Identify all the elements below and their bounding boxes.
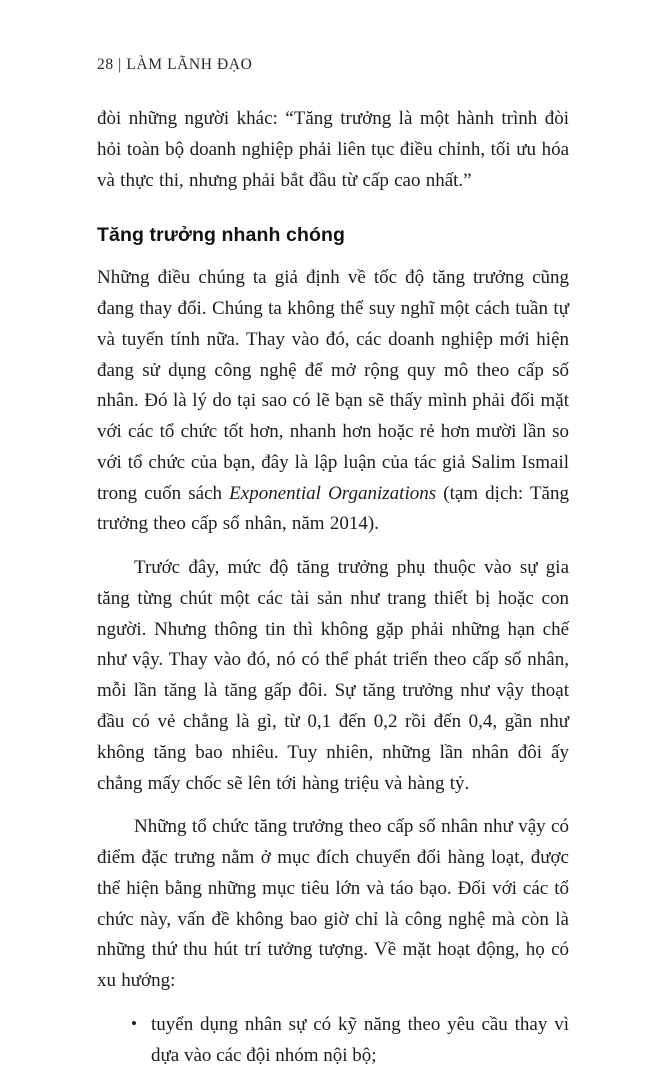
section-heading: Tăng trưởng nhanh chóng [97, 224, 346, 247]
list-item [131, 1010, 569, 1071]
paragraph-transformative-purpose: Những tổ chức tăng trưởng theo cấp số nhân như vậy có điểm đặc trưng nằm ở mục đích chuyển đổi hàng loạt, được thể hiện bằng những mục tiêu lớn và táo bạo. Đối với các tổ chức này, vấn đề không bao giờ chỉ là công nghệ mà còn là những thứ thu hút trí tưởng tượng. Về mặt hoạt động, họ có xu hướng: [97, 816, 569, 992]
paragraph-exponential-growth [97, 263, 569, 540]
bullet-text: tuyển dụng nhân sự có kỹ năng theo yêu cầu thay vì dựa vào các đội nhóm nội bộ; [151, 1013, 569, 1066]
paragraph-exponential-growth-text: Những điều chúng ta giả định về tốc độ tăng trưởng cũng đang thay đổi. Chúng ta không thể suy nghĩ một cách tuần tự và tuyến tính nữa. Thay vào đó, các doanh nghiệp mới hiện đang sử dụng công nghệ để mở rộng quy mô theo cấp số nhân. Đó là lý do tại sao có lẽ bạn sẽ thấy mình phải đối mặt với các tổ chức tốt hơn, nhanh hơn hoặc rẻ hơn mười lần so với tổ chức của bạn, đây là lập luận của tác giả Salim Ismail trong cuốn sách [97, 267, 569, 504]
paragraph-opening-quote: đòi những người khác: “Tăng trưởng là một hành trình đòi hỏi toàn bộ doanh nghiệp phải liên tục điều chỉnh, tối ưu hóa và thực thi, nhưng phải bắt đầu từ cấp cao nhất.” [97, 108, 569, 191]
bullet-list [97, 1010, 569, 1071]
paragraph-exponential-growth-tail: (tạm dịch: Tăng trưởng theo cấp số nhân, năm 2014). [97, 482, 569, 535]
bullet-marker: • [131, 1013, 137, 1033]
page-header [97, 56, 569, 74]
paragraph-past-growth: Trước đây, mức độ tăng trưởng phụ thuộc vào sự gia tăng từng chút một các tài sản như trang thiết bị hoặc con người. Nhưng thông tin thì không gặp phải những hạn chế như vậy. Thay vào đó, nó có thể phát triển theo cấp số nhân, mỗi lần tăng là tăng gấp đôi. Sự tăng trưởng như vậy thoạt đầu có vẻ chẳng là gì, từ 0,1 đến 0,2 rồi đến 0,4, gần như không tăng bao nhiêu. Tuy nhiên, những lần nhân đôi ấy chẳng mấy chốc sẽ lên tới hàng triệu và hàng tỷ. [97, 557, 569, 794]
page-number-and-book-title: 28 | LÀM LÃNH ĐẠO [97, 56, 253, 73]
book-title-italic: Exponential Organizations [229, 482, 437, 504]
